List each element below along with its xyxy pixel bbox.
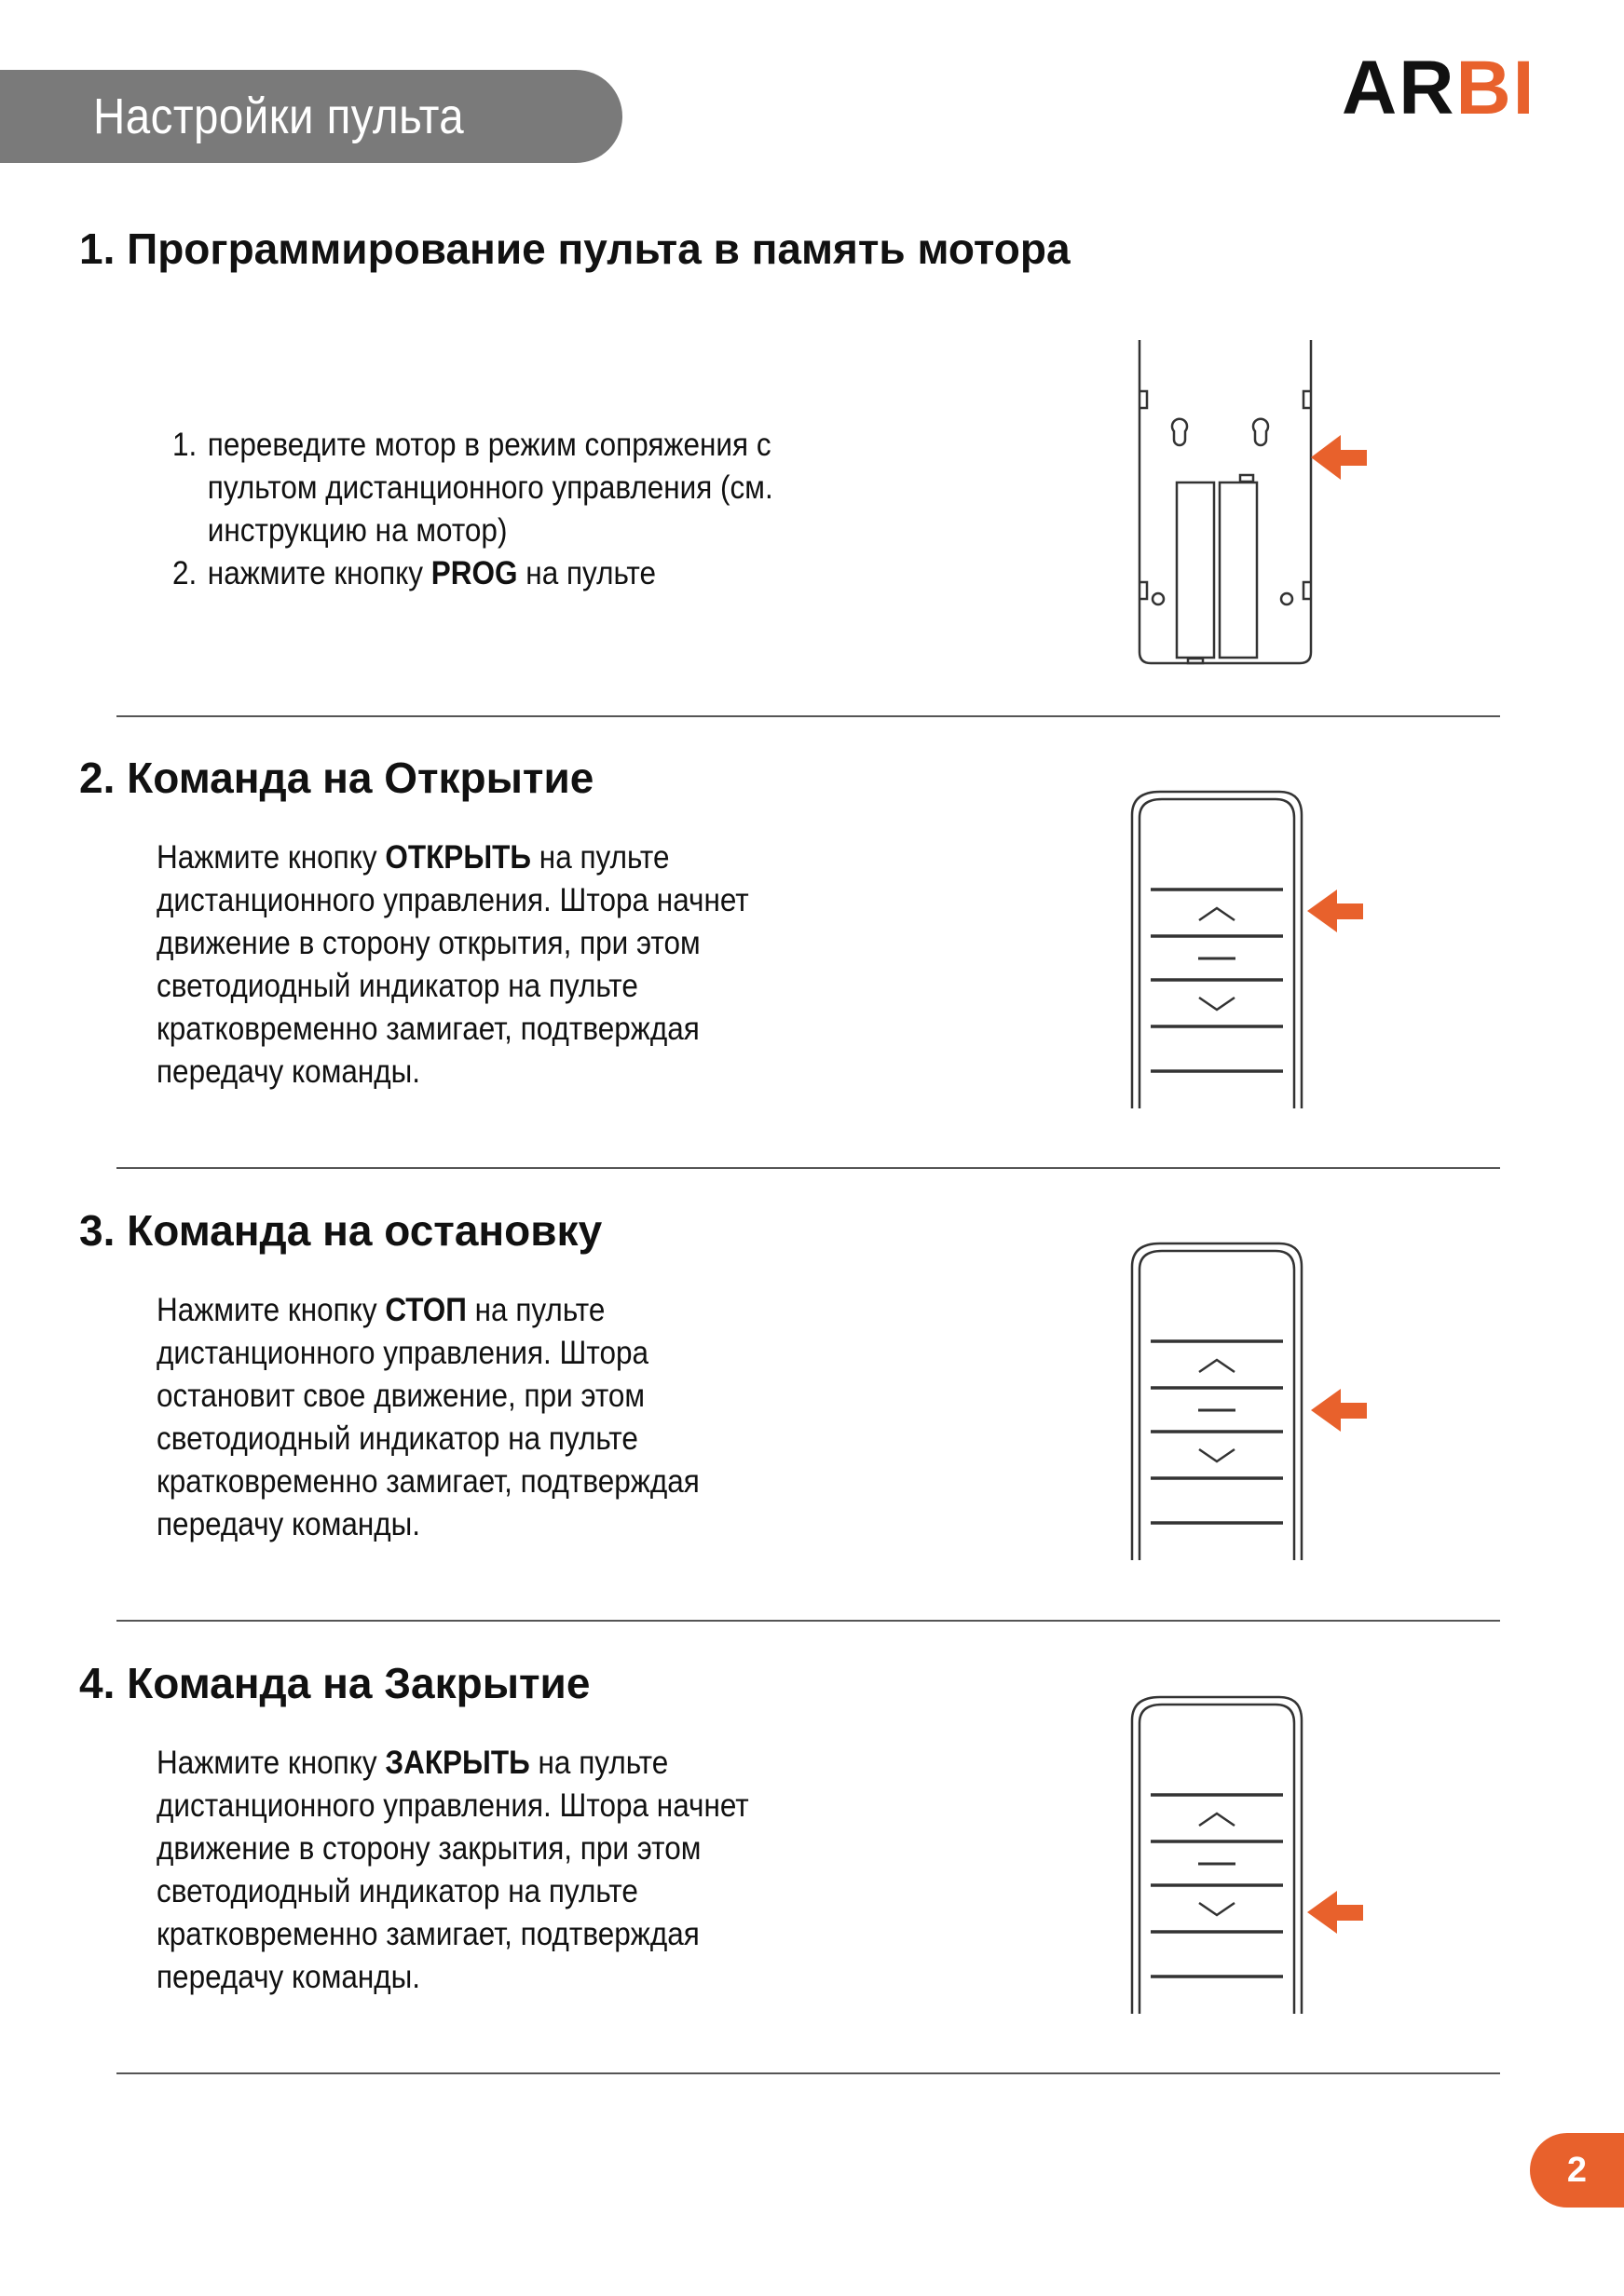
page-number: 2	[1566, 2150, 1588, 2190]
remote-close-illustration	[1123, 1692, 1374, 2014]
section-2-text: Нажмите кнопку ОТКРЫТЬ на пульте дистанционного управления. Штора начнет движение в сторону открытия, при этом светодиодный индикатор на пульте кратковременно замигает, подтверждая передачу команды.	[157, 839, 749, 1090]
arrow-icon	[1311, 435, 1367, 480]
section-3-title: 3. Команда на остановку	[79, 1206, 603, 1255]
arbi-logo: ARBI	[1342, 46, 1536, 130]
programming-steps	[172, 424, 810, 595]
up-chevron-icon	[1199, 1360, 1235, 1372]
down-chevron-icon	[1199, 1449, 1235, 1461]
remote-open-illustration	[1123, 787, 1374, 1108]
divider	[116, 2072, 1500, 2074]
remote-back-illustration	[1123, 335, 1374, 671]
header-tab	[0, 70, 622, 163]
arrow-icon	[1307, 890, 1363, 932]
remote-stop-illustration	[1123, 1239, 1374, 1560]
down-chevron-icon	[1199, 1903, 1235, 1915]
page-number-badge	[1530, 2133, 1624, 2208]
section-2-title: 2. Команда на Открытие	[79, 754, 594, 802]
step-1: 1. переведите мотор в режим сопряжения с пультом дистанционного управления (см. инструкцию на мотор)	[172, 427, 773, 549]
down-chevron-icon	[1199, 998, 1235, 1010]
arrow-icon	[1311, 1389, 1367, 1432]
section-3-text: Нажмите кнопку СТОП на пульте дистанционного управления. Штора остановит свое движение, при этом светодиодный индикатор на пульте кратковременно замигает, подтверждая передачу команды.	[157, 1292, 700, 1542]
divider	[116, 1167, 1500, 1169]
divider	[116, 1620, 1500, 1622]
up-chevron-icon	[1199, 1814, 1235, 1826]
up-chevron-icon	[1199, 908, 1235, 920]
divider	[116, 715, 1500, 717]
section-4-title: 4. Команда на Закрытие	[79, 1659, 591, 1707]
section-4-text: Нажмите кнопку ЗАКРЫТЬ на пульте дистанционного управления. Штора начнет движение в сторону закрытия, при этом светодиодный индикатор на пульте кратковременно замигает, подтверждая передачу команды.	[157, 1745, 749, 1995]
section-1-title: 1. Программирование пульта в память мотора	[79, 224, 1071, 273]
step-2: 2. нажмите кнопку PROG на пульте	[172, 555, 657, 591]
page-title: Настройки пульта	[93, 88, 465, 144]
arrow-icon	[1307, 1891, 1363, 1934]
